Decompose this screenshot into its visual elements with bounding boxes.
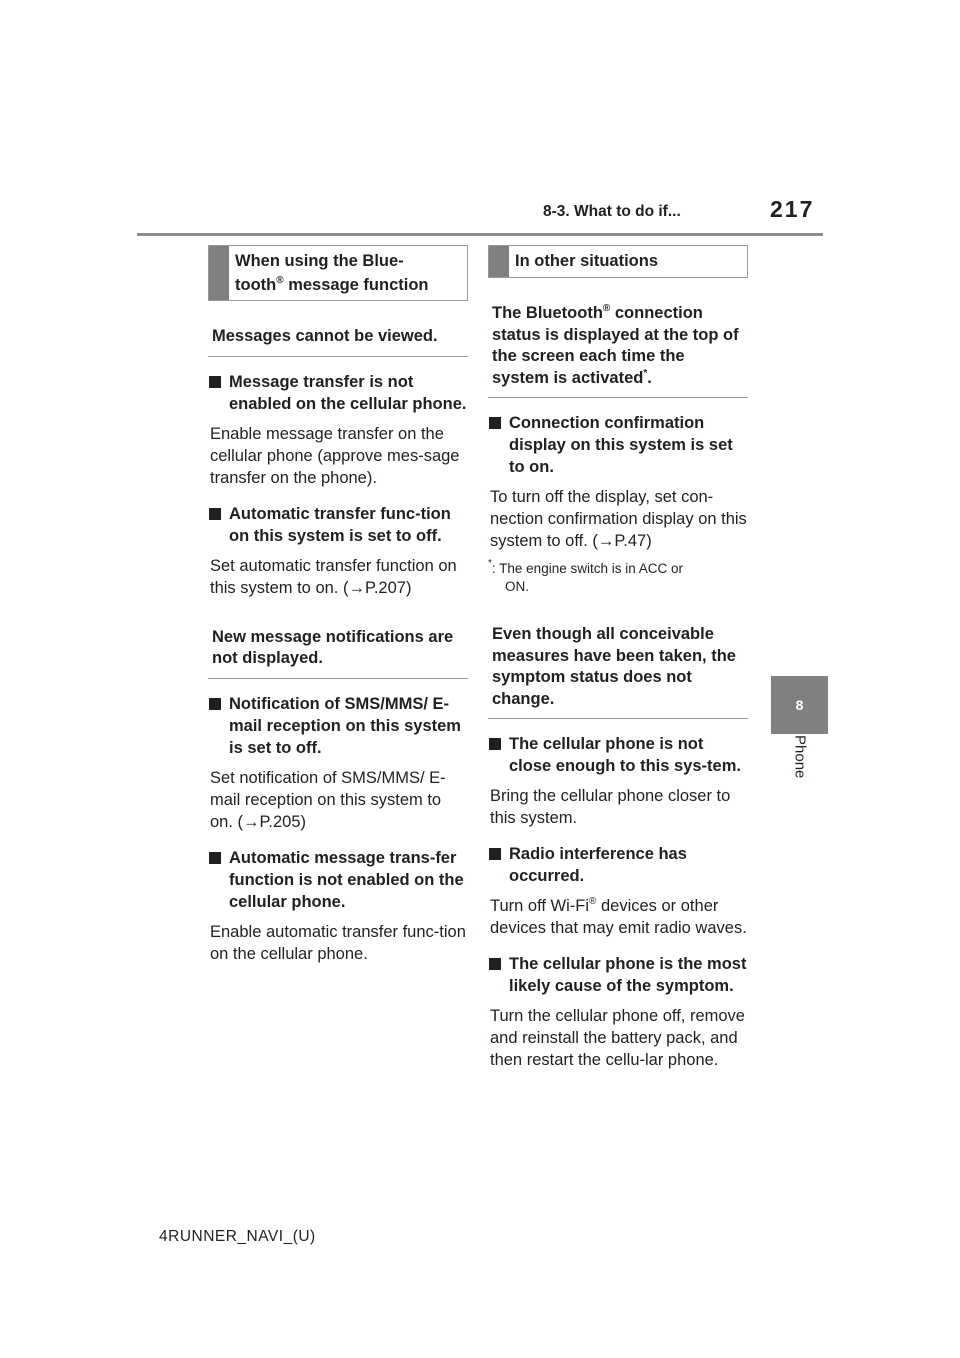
section-heading-other-situations: In other situations — [488, 245, 748, 278]
chapter-tab-label: Phone — [791, 735, 809, 779]
remedy-body: Set automatic transfer function on this system to on. ( — [210, 556, 457, 597]
symptom-text-a: The Bluetooth — [492, 304, 603, 322]
footnote — [488, 560, 748, 596]
cause-text: Message transfer is not enabled on the cellular phone. — [229, 372, 467, 413]
section-heading-line2a: tooth — [235, 276, 277, 294]
remedy-text — [208, 555, 468, 599]
cause-item — [208, 503, 468, 547]
square-bullet-icon — [209, 508, 221, 520]
page-reference-link[interactable]: →P.207) — [348, 578, 412, 597]
section-heading-line2b: message function — [283, 276, 429, 294]
remedy-text — [208, 767, 468, 833]
square-bullet-icon — [489, 417, 501, 429]
footnote-marker: * — [488, 558, 492, 569]
remedy-body-a: Turn off Wi-Fi — [490, 897, 590, 915]
page-number: 217 — [770, 196, 815, 222]
cause-item — [488, 733, 748, 777]
header-divider — [137, 233, 823, 236]
cause-item — [208, 693, 468, 759]
remedy-text: Enable message transfer on the cellular phone (approve mes-sage transfer on the phone). — [210, 424, 460, 487]
right-column — [488, 245, 748, 1071]
remedy-text: Bring the cellular phone closer to this system. — [490, 787, 731, 827]
symptom-heading: Even though all conceivable measures have been taken, the symptom status does not change. — [488, 618, 748, 719]
remedy-text — [488, 895, 748, 939]
page-reference-link[interactable]: →P.205) — [243, 812, 307, 831]
chapter-tab-number: 8 — [771, 676, 828, 734]
cause-item — [488, 412, 748, 478]
symptom-heading — [488, 297, 748, 398]
footnote-text: : The engine switch is in ACC or — [491, 561, 683, 576]
cause-item — [488, 843, 748, 887]
remedy-text: Enable automatic transfer func-tion on the cellular phone. — [210, 922, 466, 963]
cause-item — [208, 847, 468, 913]
section-heading-line1: When using the Blue- — [235, 252, 404, 270]
remedy-body-b: devices or other devices that may emit radio waves. — [490, 897, 747, 937]
footnote-text-continued: ON. — [505, 579, 530, 594]
remedy-body: To turn off the display, set con-nection confirmation display on this system to off. ( — [490, 488, 747, 550]
cause-text: The cellular phone is not close enough to this sys-tem. — [509, 735, 741, 775]
square-bullet-icon — [489, 958, 501, 970]
section-heading-bluetooth-message — [208, 245, 468, 301]
registered-mark: ® — [602, 303, 611, 314]
cause-text: Automatic message trans-fer function is not enabled on the cellular phone. — [229, 848, 464, 911]
remedy-text — [488, 486, 748, 552]
cause-item — [488, 953, 748, 997]
left-column — [208, 245, 468, 965]
cause-text: Connection confirmation display on this system is set to on. — [509, 414, 733, 476]
page-reference-link[interactable]: →P.47) — [597, 532, 652, 550]
cause-item — [208, 371, 468, 415]
cause-text: Automatic transfer func-tion on this system is set to off. — [229, 504, 451, 545]
square-bullet-icon — [209, 376, 221, 388]
footnote-marker: * — [643, 367, 648, 379]
symptom-text-b: connection status is displayed at the top of the screen each time the system is activated — [492, 304, 739, 387]
registered-mark: ® — [276, 275, 284, 286]
square-bullet-icon — [489, 848, 501, 860]
square-bullet-icon — [209, 852, 221, 864]
cause-text: Notification of SMS/MMS/ E-mail reception on this system is set to off. — [229, 694, 461, 757]
cause-text: The cellular phone is the most likely cause of the symptom. — [509, 955, 747, 995]
remedy-body: Set notification of SMS/MMS/ E-mail reception on this system to on. ( — [210, 768, 446, 831]
remedy-text: Turn the cellular phone off, remove and reinstall the battery pack, and then restart the cellu-lar phone. — [490, 1007, 745, 1069]
symptom-text-c: . — [647, 368, 652, 387]
square-bullet-icon — [209, 698, 221, 710]
square-bullet-icon — [489, 738, 501, 750]
footer-model-code: 4RUNNER_NAVI_(U) — [159, 1228, 316, 1245]
registered-mark: ® — [589, 896, 597, 907]
section-title: 8-3. What to do if... — [543, 203, 681, 220]
symptom-heading: Messages cannot be viewed. — [208, 320, 468, 357]
cause-text: Radio interference has occurred. — [509, 845, 687, 885]
symptom-heading: New message notifications are not displayed. — [208, 621, 468, 679]
